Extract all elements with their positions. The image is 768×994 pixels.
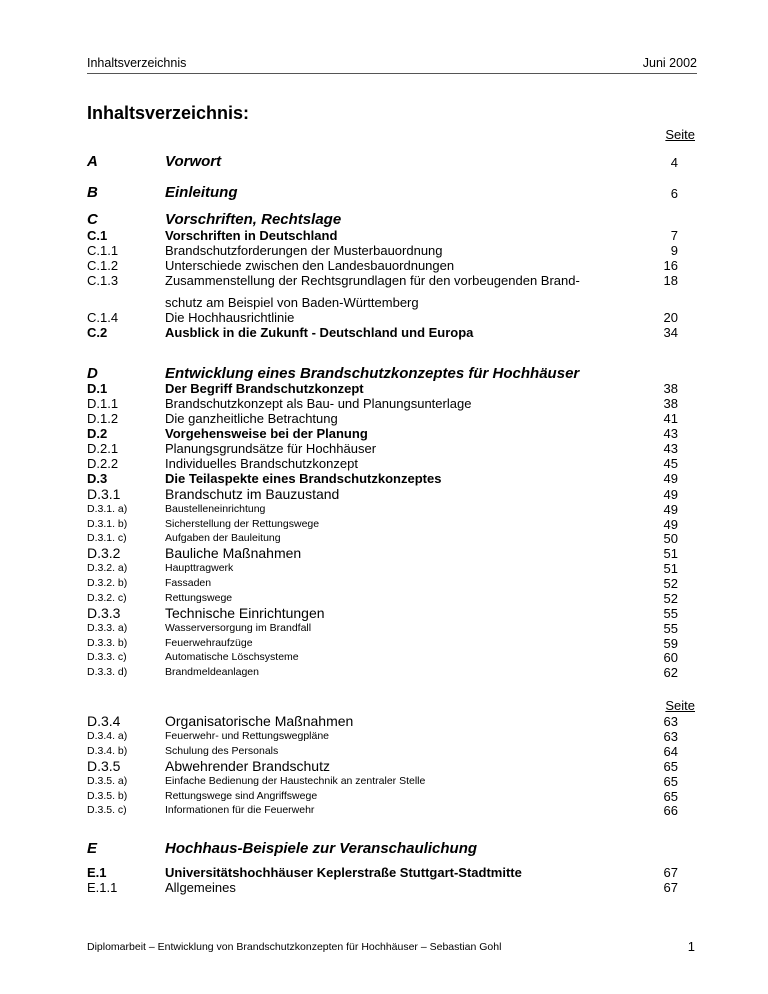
toc-entry[interactable] (87, 411, 697, 427)
toc-title: Feuerwehraufzüge (165, 637, 253, 649)
toc-page: 63 (663, 729, 678, 744)
toc-number: D.2.1 (87, 441, 119, 456)
toc-title: Haupttragwerk (165, 562, 234, 574)
toc-number: D.3.5. a) (87, 775, 128, 787)
toc-number: D.1.2 (87, 411, 119, 426)
running-header-right: Juni 2002 (642, 56, 697, 70)
toc-title: Rettungswege (165, 592, 233, 604)
toc-title: Allgemeines (165, 880, 236, 895)
toc-entry[interactable] (87, 486, 697, 502)
toc-page: 41 (663, 411, 678, 426)
toc-number: D.3.3. d) (87, 666, 128, 678)
toc-number: D.3.2. b) (87, 577, 128, 589)
toc-title: Die ganzheitliche Betrachtung (165, 411, 338, 426)
toc-title: Abwehrender Brandschutz (165, 758, 330, 774)
toc-number: D.3.3. c) (87, 651, 127, 663)
toc-page: 43 (663, 426, 678, 441)
toc-title: Organisatorische Maßnahmen (165, 713, 354, 729)
toc-entry[interactable] (87, 243, 697, 259)
toc-page: 49 (663, 471, 678, 486)
toc-title: Aufgaben der Bauleitung (165, 532, 281, 544)
toc-title: Planungsgrundsätze für Hochhäuser (165, 441, 377, 456)
toc-entry[interactable] (87, 880, 697, 896)
toc-number: B (87, 184, 98, 201)
toc-number: D.3.3. a) (87, 622, 128, 634)
toc-page: 6 (670, 186, 678, 201)
toc-title: Baustelleneinrichtung (165, 503, 266, 515)
toc-page: 49 (663, 517, 678, 532)
toc-number: C.1 (87, 228, 108, 243)
toc-entry[interactable] (87, 576, 697, 592)
toc-number: D.3.1. a) (87, 503, 128, 515)
toc-title: Vorwort (165, 153, 222, 170)
toc-entry[interactable] (87, 153, 697, 169)
page-footer: Diplomarbeit – Entwicklung von Brandschutzkonzepten für Hochhäuser – Sebastian Gohl (87, 941, 502, 953)
toc-title: Brandschutz im Bauzustand (165, 486, 340, 502)
page-number: 1 (687, 939, 695, 954)
toc-number: D.3.2. a) (87, 562, 128, 574)
toc-number: D.3.4. b) (87, 745, 128, 757)
page-title: Inhaltsverzeichnis: (87, 103, 250, 123)
toc-page: 45 (663, 456, 678, 471)
toc-title: Brandschutzforderungen der Musterbauordnung (165, 243, 443, 258)
toc-page: 66 (663, 803, 678, 818)
toc-number: D.3.2. c) (87, 592, 127, 604)
toc-page: 49 (663, 502, 678, 517)
toc-entry[interactable] (87, 561, 697, 577)
toc-title: Rettungswege sind Angriffswege (165, 790, 318, 802)
toc-number: A (87, 153, 98, 170)
toc-title: Unterschiede zwischen den Landesbauordnungen (165, 258, 455, 273)
toc-page: 4 (670, 155, 678, 170)
toc-number: D.3.1. c) (87, 532, 127, 544)
toc-number: D.3.3 (87, 605, 121, 621)
toc-entry[interactable] (87, 605, 697, 621)
toc-entry[interactable] (87, 729, 697, 745)
toc-entry[interactable] (87, 621, 697, 637)
toc-entry[interactable] (87, 441, 697, 457)
toc-title: Automatische Löschsysteme (165, 651, 299, 663)
toc-number: D.3.5. c) (87, 804, 127, 816)
toc-number: D.3.1. b) (87, 518, 128, 530)
toc-entry[interactable] (87, 545, 697, 561)
toc-number: D.1.1 (87, 396, 119, 411)
toc-entry[interactable] (87, 365, 697, 381)
toc-title: Entwicklung eines Brandschutzkonzeptes für Hochhäuser (165, 365, 580, 382)
toc-page: 52 (663, 576, 678, 591)
toc-title: Wasserversorgung im Brandfall (165, 622, 312, 634)
toc-number: D.3.1 (87, 486, 121, 502)
toc-page: 55 (663, 621, 678, 636)
toc-title: Zusammenstellung der Rechtsgrundlagen für den vorbeugenden Brand- (165, 273, 580, 288)
toc-entry[interactable] (87, 774, 697, 790)
toc-entry[interactable] (87, 865, 697, 881)
toc-number: D.2.2 (87, 456, 119, 471)
toc-number: C.1.1 (87, 243, 119, 258)
toc-title: Individuelles Brandschutzkonzept (165, 456, 358, 471)
toc-page: 51 (663, 546, 678, 561)
toc-entry[interactable] (87, 840, 697, 856)
toc-entry[interactable] (87, 184, 697, 200)
toc-number: E.1 (87, 865, 107, 880)
toc-number: C (87, 211, 98, 228)
toc-title: Informationen für die Feuerwehr (165, 804, 315, 816)
toc-title: Vorgehensweise bei der Planung (165, 426, 368, 441)
toc-title: Hochhaus-Beispiele zur Veranschaulichung (165, 840, 478, 857)
toc-page: 49 (663, 487, 678, 502)
toc-title: schutz am Beispiel von Baden-Württemberg (165, 295, 419, 310)
toc-entry[interactable] (87, 713, 697, 729)
toc-entry[interactable] (87, 211, 697, 227)
toc-entry[interactable] (87, 803, 697, 819)
toc-title: Schulung des Personals (165, 745, 279, 757)
toc-number: C.1.4 (87, 310, 119, 325)
toc-title: Die Teilaspekte eines Brandschutzkonzeptes (165, 471, 442, 486)
toc-page: 59 (663, 636, 678, 651)
toc-entry[interactable] (87, 396, 697, 412)
toc-title: Feuerwehr- und Rettungswegpläne (165, 730, 330, 742)
toc-entry[interactable] (87, 426, 697, 442)
toc-entry[interactable] (87, 381, 697, 397)
toc-page: 52 (663, 591, 678, 606)
toc-entry[interactable] (87, 228, 697, 244)
toc-page: 9 (670, 243, 678, 258)
toc-page: 67 (663, 880, 678, 895)
toc-entry[interactable] (87, 310, 697, 326)
toc-number: E (87, 840, 98, 857)
toc-title: Fassaden (165, 577, 212, 589)
toc-number: C.1.3 (87, 273, 119, 288)
toc-title: Die Hochhausrichtlinie (165, 310, 295, 325)
toc-number: D.3.5. b) (87, 790, 128, 802)
toc-number: D.3.2 (87, 545, 121, 561)
toc-page: 64 (663, 744, 678, 759)
toc-number: D (87, 365, 98, 382)
toc-entry[interactable] (87, 325, 697, 341)
toc-title: Vorschriften, Rechtslage (165, 211, 342, 228)
running-header-left: Inhaltsverzeichnis (87, 56, 187, 70)
toc-number: E.1.1 (87, 880, 118, 895)
toc-page: 65 (663, 789, 678, 804)
toc-entry[interactable] (87, 758, 697, 774)
toc-entry[interactable] (87, 471, 697, 487)
toc-entry[interactable] (87, 502, 697, 518)
toc-title: Technische Einrichtungen (165, 605, 325, 621)
toc-page: 43 (663, 441, 678, 456)
toc-number: C.2 (87, 325, 108, 340)
toc-title: Brandmeldeanlagen (165, 666, 259, 678)
toc-title: Ausblick in die Zukunft - Deutschland und Europa (165, 325, 474, 340)
toc-number: D.3.4. a) (87, 730, 128, 742)
toc-number: C.1.2 (87, 258, 119, 273)
toc-number: D.3.5 (87, 758, 121, 774)
toc-entry-continuation (87, 295, 697, 311)
toc-title: Einleitung (165, 184, 238, 201)
toc-page: 65 (663, 774, 678, 789)
toc-page: 67 (663, 865, 678, 880)
toc-entry[interactable] (87, 650, 697, 666)
toc-title: Brandschutzkonzept als Bau- und Planungsunterlage (165, 396, 472, 411)
toc-title: Bauliche Maßnahmen (165, 545, 302, 561)
toc-page: 51 (663, 561, 678, 576)
toc-page: 63 (663, 714, 678, 729)
toc-page: 55 (663, 606, 678, 621)
toc-page: 65 (663, 759, 678, 774)
toc-page: 34 (663, 325, 678, 340)
toc-title: Vorschriften in Deutschland (165, 228, 338, 243)
toc-title: Sicherstellung der Rettungswege (165, 518, 320, 530)
toc-page: 60 (663, 650, 678, 665)
toc-page: 62 (663, 665, 678, 680)
page-column-label-repeat: Seite (665, 698, 695, 713)
toc-entry[interactable] (87, 258, 697, 274)
toc-entry[interactable] (87, 456, 697, 472)
toc-number: D.3.4 (87, 713, 121, 729)
toc-number: D.3.3. b) (87, 637, 128, 649)
toc-page: 50 (663, 531, 678, 546)
toc-title: Einfache Bedienung der Haustechnik an zentraler Stelle (165, 775, 426, 787)
toc-number: D.3 (87, 471, 108, 486)
toc-entry[interactable] (87, 665, 697, 681)
toc-entry[interactable] (87, 273, 697, 289)
toc-page: 18 (663, 273, 678, 288)
toc-page: 16 (663, 258, 678, 273)
toc-page: 7 (670, 228, 678, 243)
toc-title: Universitätshochhäuser Keplerstraße Stuttgart-Stadtmitte (165, 865, 522, 880)
header-rule (87, 73, 697, 74)
toc-title: Der Begriff Brandschutzkonzept (165, 381, 364, 396)
toc-page: 38 (663, 381, 678, 396)
toc-page: 20 (663, 310, 678, 325)
toc-number: D.2 (87, 426, 108, 441)
toc-page: 38 (663, 396, 678, 411)
page-column-label: Seite (665, 127, 695, 142)
toc-number: D.1 (87, 381, 108, 396)
